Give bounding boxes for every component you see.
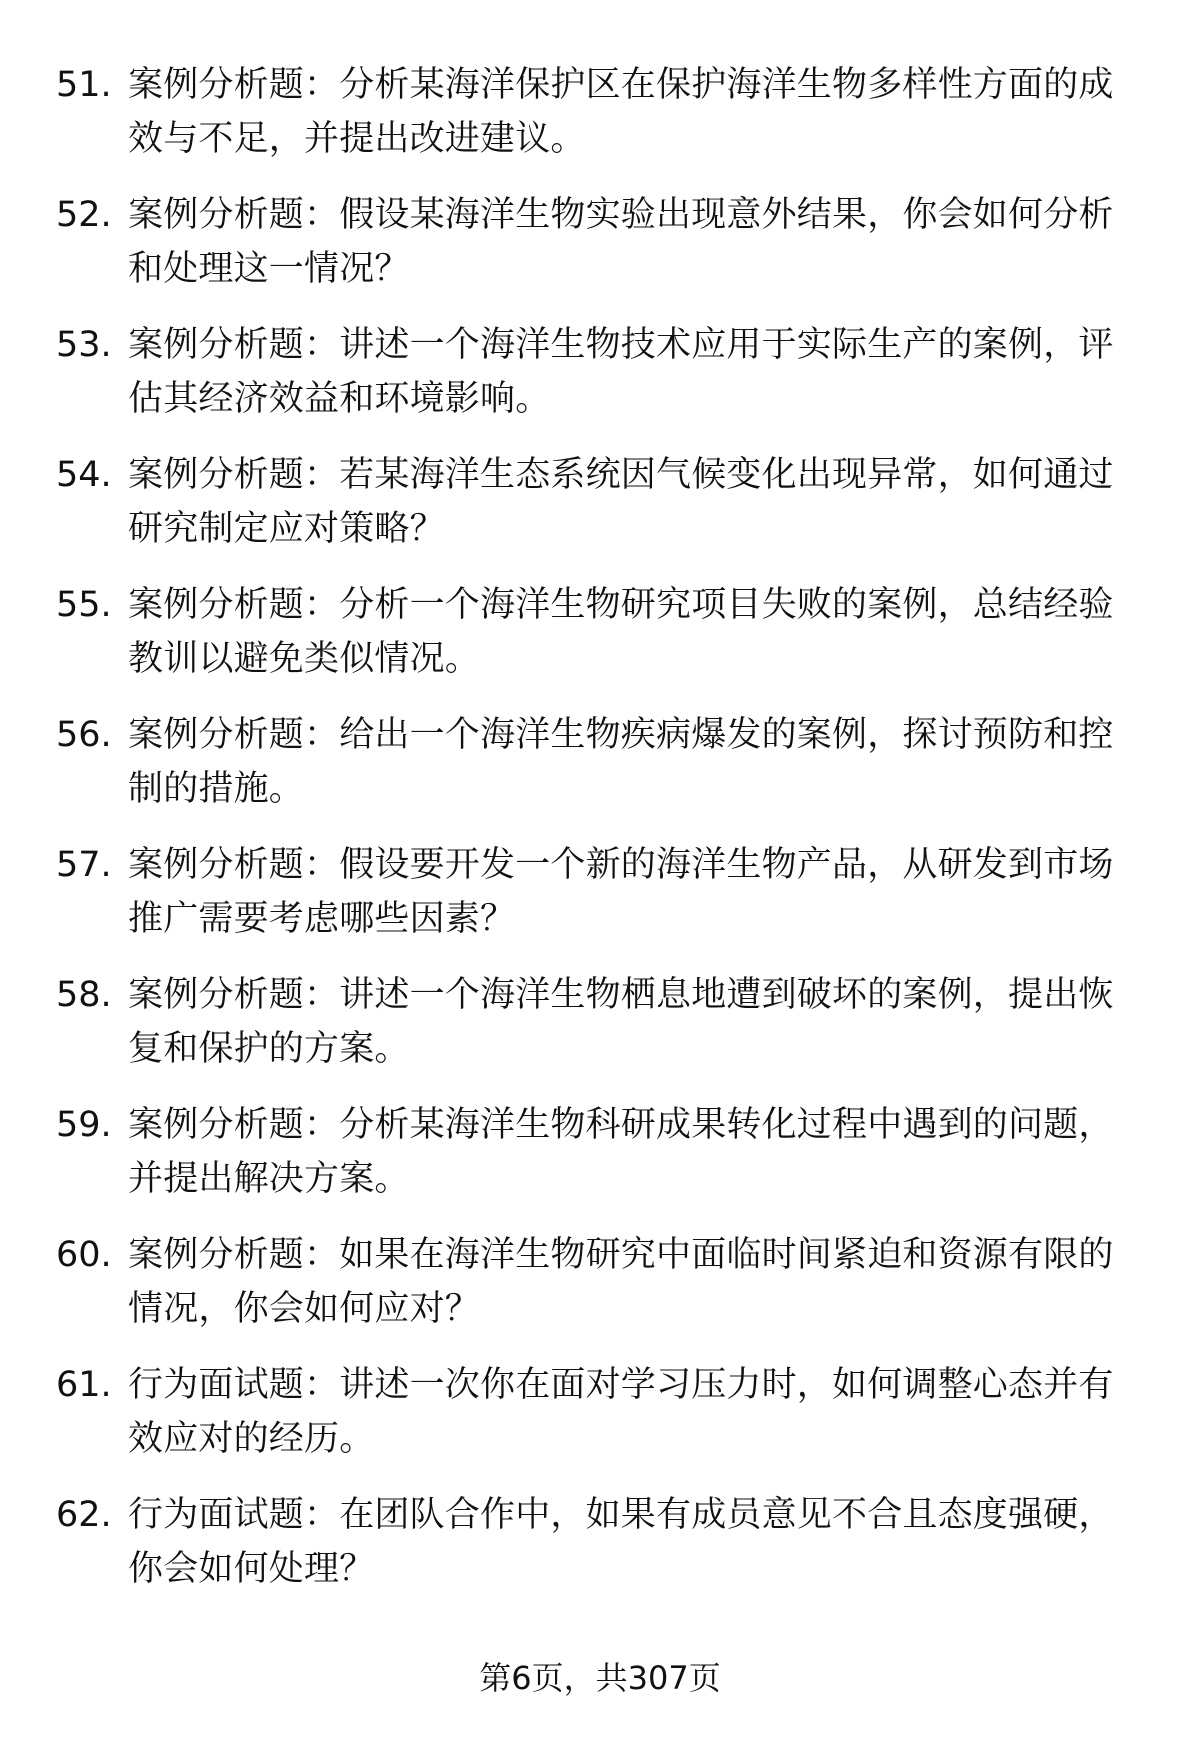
question-text: 案例分析题：如果在海洋生物研究中面临时间紧迫和资源有限的情况，你会如何应对？ [128, 1235, 1114, 1329]
question-text: 案例分析题：分析某海洋生物科研成果转化过程中遇到的问题，并提出解决方案。 [128, 1105, 1114, 1199]
list-item [0, 318, 1200, 422]
question-number: 55. [56, 585, 112, 625]
question-text: 案例分析题：假设某海洋生物实验出现意外结果，你会如何分析和处理这一情况？ [128, 195, 1114, 289]
question-number: 52. [56, 195, 112, 235]
question-number: 56. [56, 715, 112, 755]
question-text: 案例分析题：分析一个海洋生物研究项目失败的案例，总结经验教训以避免类似情况。 [128, 585, 1114, 679]
question-text: 行为面试题：在团队合作中，如果有成员意见不合且态度强硬，你会如何处理？ [128, 1495, 1114, 1589]
list-item [0, 838, 1200, 942]
question-number: 60. [56, 1235, 112, 1275]
question-text: 案例分析题：假设要开发一个新的海洋生物产品，从研发到市场推广需要考虑哪些因素？ [128, 845, 1114, 939]
list-item [0, 188, 1200, 292]
question-number: 57. [56, 845, 112, 885]
question-number: 62. [56, 1495, 112, 1535]
list-item [0, 1358, 1200, 1462]
list-item [0, 968, 1200, 1072]
question-text: 案例分析题：给出一个海洋生物疾病爆发的案例，探讨预防和控制的措施。 [128, 715, 1114, 809]
question-number: 59. [56, 1105, 112, 1145]
list-item [0, 1228, 1200, 1332]
question-text: 案例分析题：讲述一个海洋生物栖息地遭到破坏的案例，提出恢复和保护的方案。 [128, 975, 1114, 1069]
list-item [0, 1098, 1200, 1202]
question-number: 61. [56, 1365, 112, 1405]
list-item [0, 708, 1200, 812]
question-text: 案例分析题：分析某海洋保护区在保护海洋生物多样性方面的成效与不足，并提出改进建议。 [128, 65, 1114, 159]
question-number: 58. [56, 975, 112, 1015]
page-footer: 第6页，共307页 [479, 1659, 721, 1697]
question-text: 案例分析题：若某海洋生态系统因气候变化出现异常，如何通过研究制定应对策略？ [128, 455, 1114, 549]
list-item [0, 578, 1200, 682]
list-item [0, 58, 1200, 162]
list-item [0, 448, 1200, 552]
question-text: 行为面试题：讲述一次你在面对学习压力时，如何调整心态并有效应对的经历。 [128, 1365, 1114, 1459]
list-item [0, 1488, 1200, 1592]
question-number: 54. [56, 455, 112, 495]
question-number: 51. [56, 65, 112, 105]
question-list [0, 58, 1200, 1618]
question-text: 案例分析题：讲述一个海洋生物技术应用于实际生产的案例，评估其经济效益和环境影响。 [128, 325, 1114, 419]
question-number: 53. [56, 325, 112, 365]
